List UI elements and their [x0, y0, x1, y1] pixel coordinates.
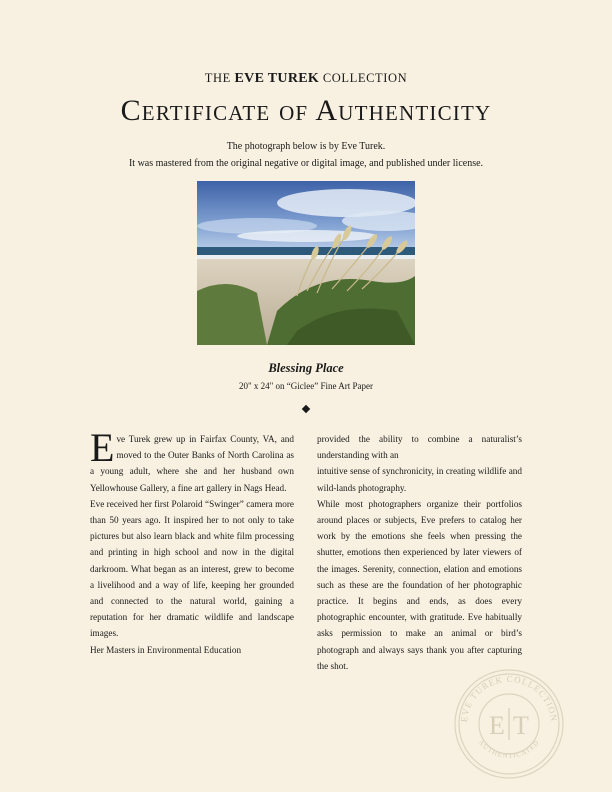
- bio-paragraph-2: Eve received her first Polaroid “Swinger” camera more than 50 years ago. It inspired her to not only to take pictures but also learn black and white film processing and printing in high school and now in the digital darkroom. What began as an interest, grew to become a livelihood and a way of life, keeping her grounded and connected to the natural world, gaining a reputation for her dramatic wildlife and landscape images.: [90, 498, 294, 639]
- beach-photo-illustration: [197, 181, 415, 345]
- drop-cap: E: [90, 425, 115, 470]
- header-name: EVE TUREK: [234, 71, 320, 86]
- bio-column-right: [317, 431, 522, 674]
- seal-monogram-right: T: [513, 711, 529, 740]
- header-pre: THE: [204, 71, 231, 85]
- bio-paragraph-6: While most photographers organize their portfolios around places or subjects, Eve prefers to catalog her work by the emotions she feels when pressing the shutter, emotions then experienced by later viewers of the images. Serenity, connection, elation and emotions such as these are the foundation of her photographic practice. It begins and ends, as does every photographic encounter, with gratitude. Eve habitually asks permission to make an animal or bird’s photograph and always says thank you after capturing the shot.: [317, 498, 522, 671]
- bio-paragraph-4: provided the ability to combine a naturalist’s understanding with an: [317, 434, 522, 461]
- header-post: COLLECTION: [322, 71, 408, 85]
- bio-paragraph-5: intuitive sense of synchronicity, in creating wildlife and wild-lands photography.: [317, 466, 522, 493]
- authenticity-seal-icon: [453, 668, 565, 780]
- bio-paragraph-3: Her Masters in Environmental Education: [90, 644, 242, 655]
- seal-monogram-left: E: [489, 711, 505, 740]
- seal-bottom-text: AUTHENTICATED: [476, 738, 542, 760]
- bio-column-left: [90, 425, 294, 658]
- svg-text:AUTHENTICATED: [477, 738, 542, 760]
- intro-line-1: The photograph below is by Eve Turek.: [226, 141, 386, 152]
- collection-header: [0, 71, 612, 87]
- beach-photograph: [197, 181, 415, 345]
- page-title: Certificate of Authenticity: [120, 94, 492, 127]
- seal-top-text: EVE TUREK COLLECTION: [458, 673, 560, 723]
- intro-line-2: It was mastered from the original negative or digital image, and published under license.: [128, 158, 484, 169]
- photo-spec: 20" x 24" on “Giclee” Fine Art Paper: [238, 381, 374, 391]
- diamond-ornament-icon: [302, 405, 310, 413]
- bio-paragraph-1: ve Turek grew up in Fairfax County, VA, and moved to the Outer Banks of North Carolina as a young adult, where she and her husband own Yellowhouse Gallery, a fine art gallery in Nags Head.: [90, 434, 294, 493]
- photo-title: Blessing Place: [268, 361, 344, 375]
